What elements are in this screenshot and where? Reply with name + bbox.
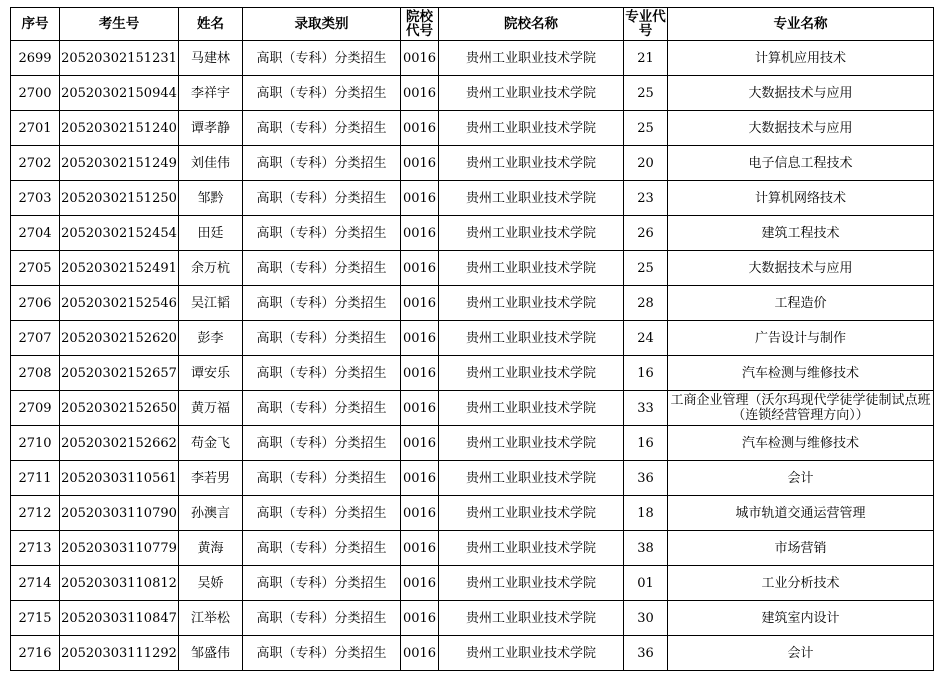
cell-seq: 2710: [11, 426, 60, 461]
cell-exam-id: 20520303110790: [60, 496, 179, 531]
cell-major-name: 大数据技术与应用: [668, 111, 934, 146]
cell-major-code: 26: [624, 216, 668, 251]
admission-table: [10, 7, 934, 671]
cell-category: 高职（专科）分类招生: [243, 216, 401, 251]
cell-category: 高职（专科）分类招生: [243, 251, 401, 286]
cell-exam-id: 20520303110561: [60, 461, 179, 496]
cell-major-name: 建筑室内设计: [668, 601, 934, 636]
table-row: [11, 181, 934, 216]
cell-category: 高职（专科）分类招生: [243, 566, 401, 601]
cell-school-name: 贵州工业职业技术学院: [439, 286, 624, 321]
cell-school-code: 0016: [401, 426, 439, 461]
cell-category: 高职（专科）分类招生: [243, 41, 401, 76]
cell-school-code: 0016: [401, 111, 439, 146]
cell-name: 谭安乐: [179, 356, 243, 391]
cell-major-code: 36: [624, 461, 668, 496]
cell-category: 高职（专科）分类招生: [243, 636, 401, 671]
cell-major-code: 23: [624, 181, 668, 216]
cell-school-code: 0016: [401, 76, 439, 111]
cell-school-code: 0016: [401, 321, 439, 356]
cell-major-name: 大数据技术与应用: [668, 251, 934, 286]
cell-major-code: 36: [624, 636, 668, 671]
cell-school-name: 贵州工业职业技术学院: [439, 321, 624, 356]
cell-exam-id: 20520302152454: [60, 216, 179, 251]
cell-school-code: 0016: [401, 566, 439, 601]
cell-school-code: 0016: [401, 216, 439, 251]
cell-major-name: 工业分析技术: [668, 566, 934, 601]
cell-major-name: 工程造价: [668, 286, 934, 321]
cell-major-name: 市场营销: [668, 531, 934, 566]
cell-major-code: 20: [624, 146, 668, 181]
table-row: [11, 531, 934, 566]
cell-seq: 2699: [11, 41, 60, 76]
cell-major-code: 38: [624, 531, 668, 566]
cell-category: 高职（专科）分类招生: [243, 426, 401, 461]
cell-school-code: 0016: [401, 251, 439, 286]
cell-seq: 2701: [11, 111, 60, 146]
cell-school-name: 贵州工业职业技术学院: [439, 181, 624, 216]
cell-category: 高职（专科）分类招生: [243, 181, 401, 216]
table-row: [11, 111, 934, 146]
cell-major-name: 城市轨道交通运营管理: [668, 496, 934, 531]
cell-major-name: 汽车检测与维修技术: [668, 356, 934, 391]
table-row: [11, 391, 934, 426]
cell-major-code: 33: [624, 391, 668, 426]
cell-school-name: 贵州工业职业技术学院: [439, 461, 624, 496]
cell-major-name: 电子信息工程技术: [668, 146, 934, 181]
table-row: [11, 76, 934, 111]
cell-name: 邹盛伟: [179, 636, 243, 671]
cell-school-name: 贵州工业职业技术学院: [439, 566, 624, 601]
cell-major-name: 计算机应用技术: [668, 41, 934, 76]
cell-major-name: 大数据技术与应用: [668, 76, 934, 111]
cell-seq: 2716: [11, 636, 60, 671]
cell-school-code: 0016: [401, 356, 439, 391]
cell-school-name: 贵州工业职业技术学院: [439, 426, 624, 461]
cell-seq: 2702: [11, 146, 60, 181]
cell-school-code: 0016: [401, 636, 439, 671]
cell-exam-id: 20520302152546: [60, 286, 179, 321]
cell-name: 吴江韬: [179, 286, 243, 321]
cell-school-name: 贵州工业职业技术学院: [439, 41, 624, 76]
cell-seq: 2711: [11, 461, 60, 496]
cell-exam-id: 20520303110812: [60, 566, 179, 601]
cell-name: 李若男: [179, 461, 243, 496]
cell-seq: 2707: [11, 321, 60, 356]
cell-major-name: 工商企业管理（沃尔玛现代学徒学徒制试点班（连锁经营管理方向））: [668, 391, 934, 426]
cell-name: 江举松: [179, 601, 243, 636]
cell-seq: 2714: [11, 566, 60, 601]
cell-category: 高职（专科）分类招生: [243, 601, 401, 636]
cell-school-name: 贵州工业职业技术学院: [439, 356, 624, 391]
cell-major-name: 汽车检测与维修技术: [668, 426, 934, 461]
cell-exam-id: 20520302152491: [60, 251, 179, 286]
cell-exam-id: 20520302151249: [60, 146, 179, 181]
cell-category: 高职（专科）分类招生: [243, 76, 401, 111]
header-major-code: 专业代号: [625, 9, 666, 39]
cell-school-code: 0016: [401, 496, 439, 531]
cell-school-name: 贵州工业职业技术学院: [439, 636, 624, 671]
cell-school-code: 0016: [401, 601, 439, 636]
cell-name: 彭李: [179, 321, 243, 356]
table-row: [11, 566, 934, 601]
cell-school-code: 0016: [401, 181, 439, 216]
header-name: 姓名: [179, 8, 243, 41]
cell-category: 高职（专科）分类招生: [243, 146, 401, 181]
cell-name: 邹黔: [179, 181, 243, 216]
table-row: [11, 426, 934, 461]
cell-category: 高职（专科）分类招生: [243, 286, 401, 321]
table-row: [11, 601, 934, 636]
cell-seq: 2712: [11, 496, 60, 531]
cell-exam-id: 20520302152662: [60, 426, 179, 461]
cell-major-code: 30: [624, 601, 668, 636]
cell-exam-id: 20520302152650: [60, 391, 179, 426]
table-row: [11, 496, 934, 531]
cell-school-name: 贵州工业职业技术学院: [439, 251, 624, 286]
cell-school-code: 0016: [401, 146, 439, 181]
cell-category: 高职（专科）分类招生: [243, 461, 401, 496]
table-row: [11, 286, 934, 321]
cell-exam-id: 20520303111292: [60, 636, 179, 671]
header-exam-id: 考生号: [60, 8, 179, 41]
cell-category: 高职（专科）分类招生: [243, 391, 401, 426]
cell-seq: 2706: [11, 286, 60, 321]
cell-major-name: 会计: [668, 461, 934, 496]
table-row: [11, 216, 934, 251]
header-seq: 序号: [11, 8, 60, 41]
cell-name: 孙澳言: [179, 496, 243, 531]
cell-seq: 2700: [11, 76, 60, 111]
cell-name: 黄海: [179, 531, 243, 566]
cell-school-code: 0016: [401, 461, 439, 496]
cell-seq: 2704: [11, 216, 60, 251]
cell-major-code: 25: [624, 76, 668, 111]
cell-exam-id: 20520303110847: [60, 601, 179, 636]
cell-category: 高职（专科）分类招生: [243, 496, 401, 531]
cell-name: 李祥宇: [179, 76, 243, 111]
cell-school-name: 贵州工业职业技术学院: [439, 111, 624, 146]
cell-name: 黄万福: [179, 391, 243, 426]
cell-exam-id: 20520302152657: [60, 356, 179, 391]
table-row: [11, 636, 934, 671]
cell-school-code: 0016: [401, 391, 439, 426]
cell-name: 苟金飞: [179, 426, 243, 461]
cell-exam-id: 20520302152620: [60, 321, 179, 356]
cell-major-code: 16: [624, 426, 668, 461]
cell-category: 高职（专科）分类招生: [243, 321, 401, 356]
cell-category: 高职（专科）分类招生: [243, 356, 401, 391]
cell-name: 谭孝静: [179, 111, 243, 146]
header-major-name: 专业名称: [668, 8, 934, 41]
cell-seq: 2705: [11, 251, 60, 286]
cell-exam-id: 20520302150944: [60, 76, 179, 111]
table-row: [11, 356, 934, 391]
cell-exam-id: 20520302151240: [60, 111, 179, 146]
cell-major-name: 广告设计与制作: [668, 321, 934, 356]
cell-major-code: 21: [624, 41, 668, 76]
header-category: 录取类别: [243, 8, 401, 41]
cell-major-name: 计算机网络技术: [668, 181, 934, 216]
header-school-name: 院校名称: [439, 8, 624, 41]
table-row: [11, 461, 934, 496]
cell-school-code: 0016: [401, 531, 439, 566]
cell-name: 吴娇: [179, 566, 243, 601]
cell-school-name: 贵州工业职业技术学院: [439, 216, 624, 251]
cell-school-name: 贵州工业职业技术学院: [439, 391, 624, 426]
cell-major-code: 25: [624, 251, 668, 286]
cell-exam-id: 20520302151231: [60, 41, 179, 76]
table-header-row: [11, 8, 934, 41]
cell-seq: 2703: [11, 181, 60, 216]
cell-school-name: 贵州工业职业技术学院: [439, 146, 624, 181]
cell-name: 马建林: [179, 41, 243, 76]
cell-major-code: 28: [624, 286, 668, 321]
cell-major-code: 18: [624, 496, 668, 531]
cell-category: 高职（专科）分类招生: [243, 531, 401, 566]
cell-major-name: 会计: [668, 636, 934, 671]
cell-major-code: 25: [624, 111, 668, 146]
cell-seq: 2713: [11, 531, 60, 566]
table-row: [11, 41, 934, 76]
cell-name: 余万杭: [179, 251, 243, 286]
cell-name: 田廷: [179, 216, 243, 251]
cell-school-code: 0016: [401, 286, 439, 321]
cell-major-code: 16: [624, 356, 668, 391]
cell-school-name: 贵州工业职业技术学院: [439, 76, 624, 111]
cell-major-code: 01: [624, 566, 668, 601]
cell-major-code: 24: [624, 321, 668, 356]
cell-seq: 2715: [11, 601, 60, 636]
table-row: [11, 146, 934, 181]
cell-school-name: 贵州工业职业技术学院: [439, 531, 624, 566]
cell-category: 高职（专科）分类招生: [243, 111, 401, 146]
cell-school-name: 贵州工业职业技术学院: [439, 601, 624, 636]
table-row: [11, 251, 934, 286]
cell-exam-id: 20520302151250: [60, 181, 179, 216]
cell-major-name: 建筑工程技术: [668, 216, 934, 251]
cell-exam-id: 20520303110779: [60, 531, 179, 566]
cell-seq: 2708: [11, 356, 60, 391]
header-school-code: 院校代号: [401, 8, 439, 41]
cell-school-name: 贵州工业职业技术学院: [439, 496, 624, 531]
cell-seq: 2709: [11, 391, 60, 426]
cell-school-code: 0016: [401, 41, 439, 76]
cell-name: 刘佳伟: [179, 146, 243, 181]
table-row: [11, 321, 934, 356]
